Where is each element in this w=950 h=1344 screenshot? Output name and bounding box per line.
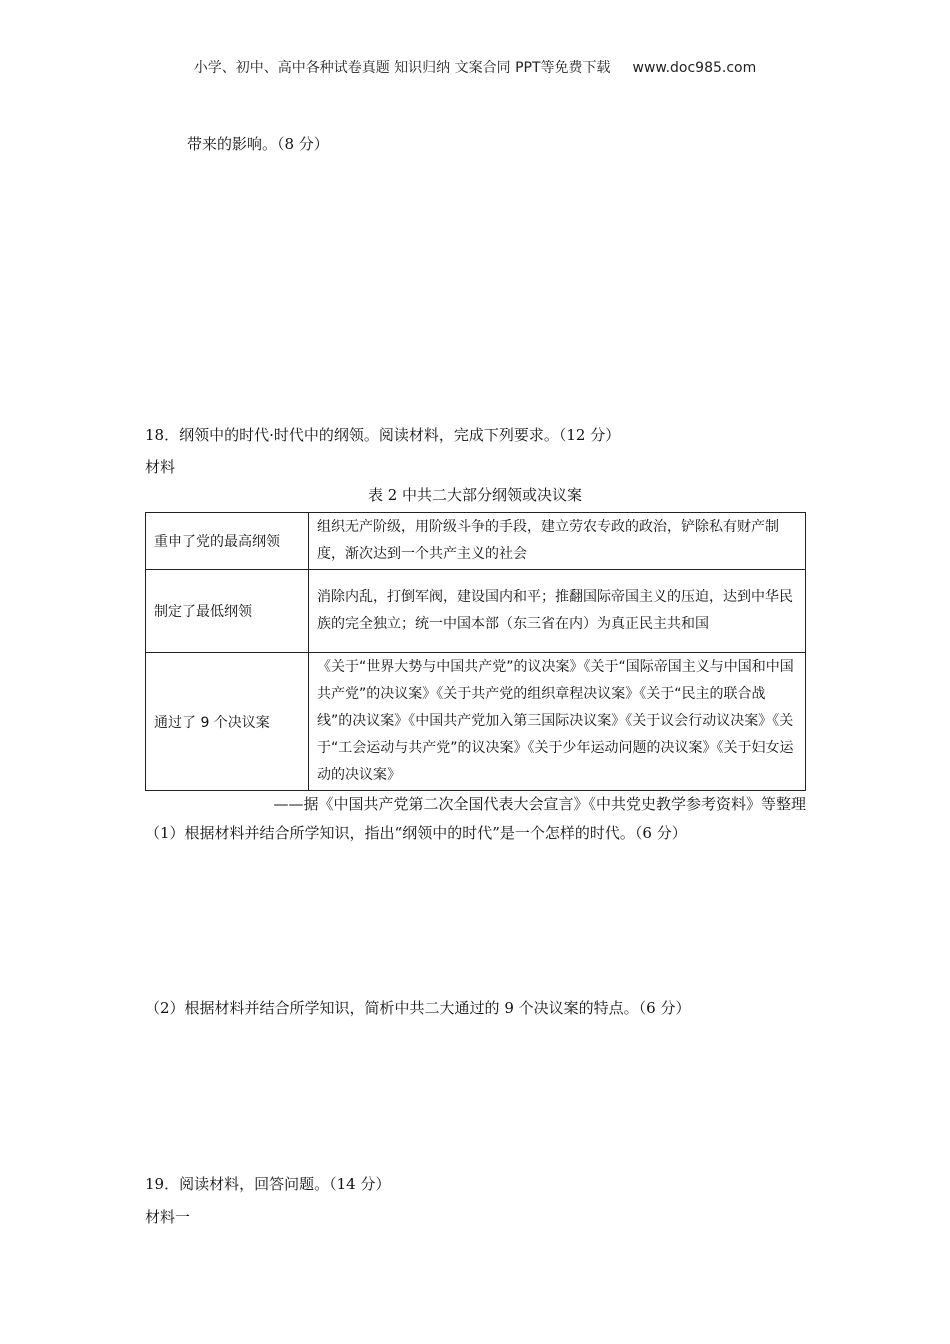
table-source: ——据《中国共产党第二次全国代表大会宣言》《中共党史教学参考资料》等整理 (273, 795, 806, 813)
row-content: 组织无产阶级，用阶级斗争的手段，建立劳农专政的政治，铲除私有财产制度，渐次达到一个共产主义的社会 (309, 513, 806, 570)
q18-subquestion-1: （1）根据材料并结合所学知识，指出“纲领中的时代”是一个怎样的时代。（6 分） (145, 824, 687, 842)
table-row (146, 653, 806, 791)
row-content: 消除内乱，打倒军阀，建设国内和平；推翻国际帝国主义的压迫，达到中华民族的完全独立；统一中国本部（东三省在内）为真正民主共和国 (309, 570, 806, 653)
table-row (146, 513, 806, 570)
program-table (145, 512, 806, 791)
row-label: 制定了最低纲领 (146, 570, 309, 653)
prev-question-tail: 带来的影响。（8 分） (187, 135, 329, 153)
row-label: 通过了 9 个决议案 (146, 653, 309, 791)
question-18-title: 18．纲领中的时代·时代中的纲领。阅读材料，完成下列要求。（12 分） (145, 426, 621, 444)
header-site: www.doc985.com (632, 60, 757, 76)
row-label: 重申了党的最高纲领 (146, 513, 309, 570)
page-header (0, 57, 950, 77)
q18-material-label: 材料 (145, 458, 176, 476)
q19-material-label: 材料一 (145, 1208, 191, 1226)
table-row (146, 570, 806, 653)
header-text: 小学、初中、高中各种试卷真题 知识归纳 文案合同 PPT等免费下载 (193, 60, 611, 76)
q18-subquestion-2: （2）根据材料并结合所学知识，简析中共二大通过的 9 个决议案的特点。（6 分） (145, 999, 691, 1017)
row-content: 《关于“世界大势与中国共产党”的议决案》《关于“国际帝国主义与中国和中国共产党”的决议案》《关于共产党的组织章程决议案》《关于“民主的联合战线”的决议案》《中国共产党加入第三国际决议案》《关于议会行动议决案》《关于“工会运动与共产党”的议决案》《关于少年运动问题的决议案》《关于妇女运动的决议案》 (309, 653, 806, 791)
table-caption: 表 2 中共二大部分纲领或决议案 (367, 486, 583, 504)
question-19-title: 19．阅读材料，回答问题。（14 分） (145, 1175, 391, 1193)
